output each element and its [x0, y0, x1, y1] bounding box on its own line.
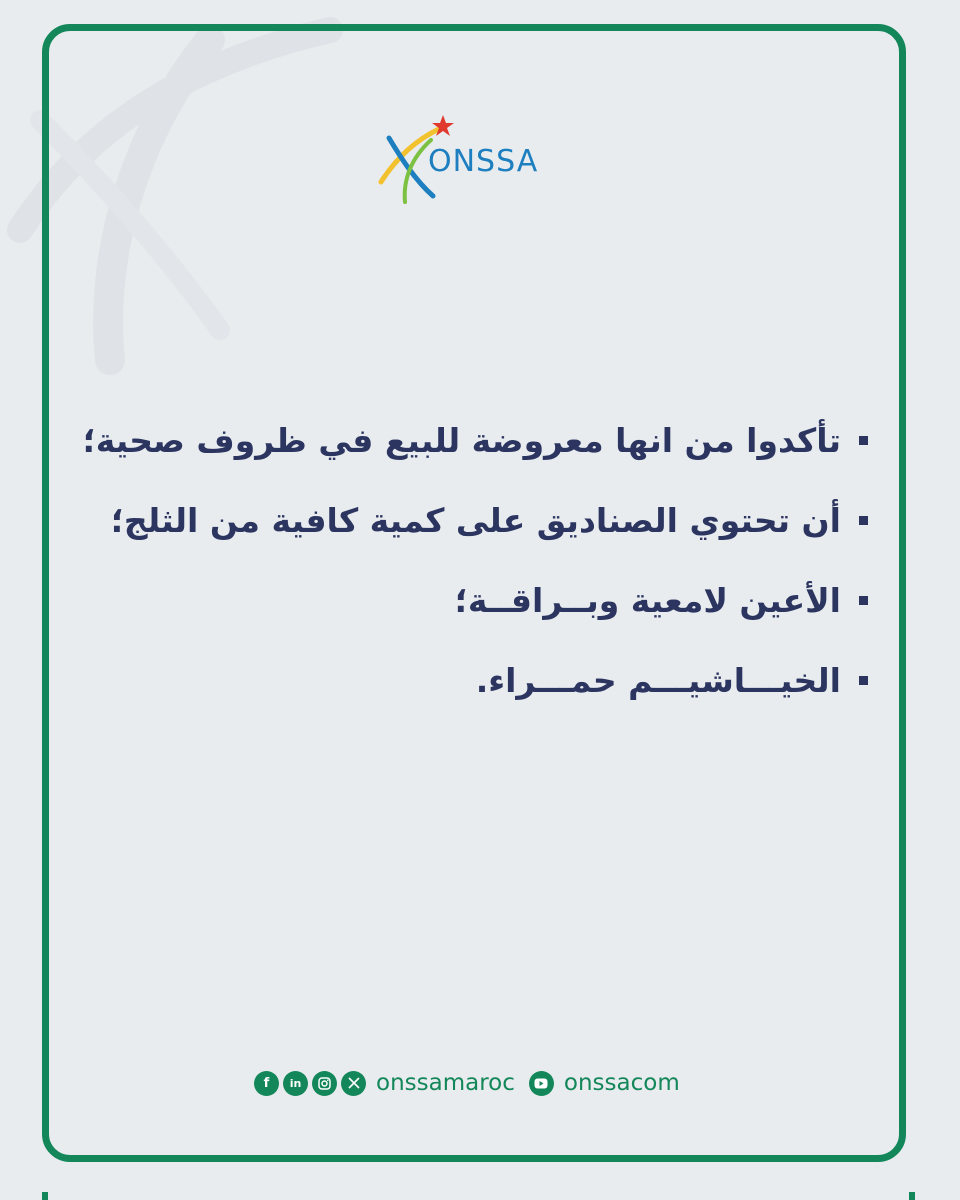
bullet-square-icon	[859, 516, 868, 525]
linkedin-icon[interactable]: in	[283, 1071, 308, 1096]
onssa-logo	[375, 110, 590, 205]
bullet-text: تأكدوا من انها معروضة للبيع في ظروف صحية؛	[82, 420, 841, 460]
bullet-square-icon	[859, 676, 868, 685]
bullet-square-icon	[859, 436, 868, 445]
instagram-icon[interactable]	[312, 1071, 337, 1096]
bottom-frame-edge	[42, 1192, 48, 1200]
list-item	[108, 640, 868, 720]
youtube-handle[interactable]: onssacom	[563, 1070, 680, 1096]
bullet-text: الأعين لامعية وبــراقــة؛	[454, 580, 841, 620]
bottom-frame-edge	[909, 1192, 915, 1200]
list-item	[108, 480, 868, 560]
social-footer	[254, 1066, 694, 1100]
bullet-square-icon	[859, 596, 868, 605]
list-item	[82, 400, 868, 480]
social-handle[interactable]: onssamaroc	[376, 1070, 515, 1096]
list-item	[108, 560, 868, 640]
bullet-text: أن تحتوي الصناديق على كمية كافية من الثلج؛	[110, 500, 841, 540]
bullet-list	[82, 400, 868, 720]
facebook-icon[interactable]: f	[254, 1071, 279, 1096]
logo-text: ONSSA	[428, 144, 539, 179]
x-icon[interactable]	[341, 1071, 366, 1096]
youtube-icon[interactable]	[529, 1071, 554, 1096]
bullet-text: الخيـــاشيـــم حمـــراء.	[475, 660, 841, 700]
